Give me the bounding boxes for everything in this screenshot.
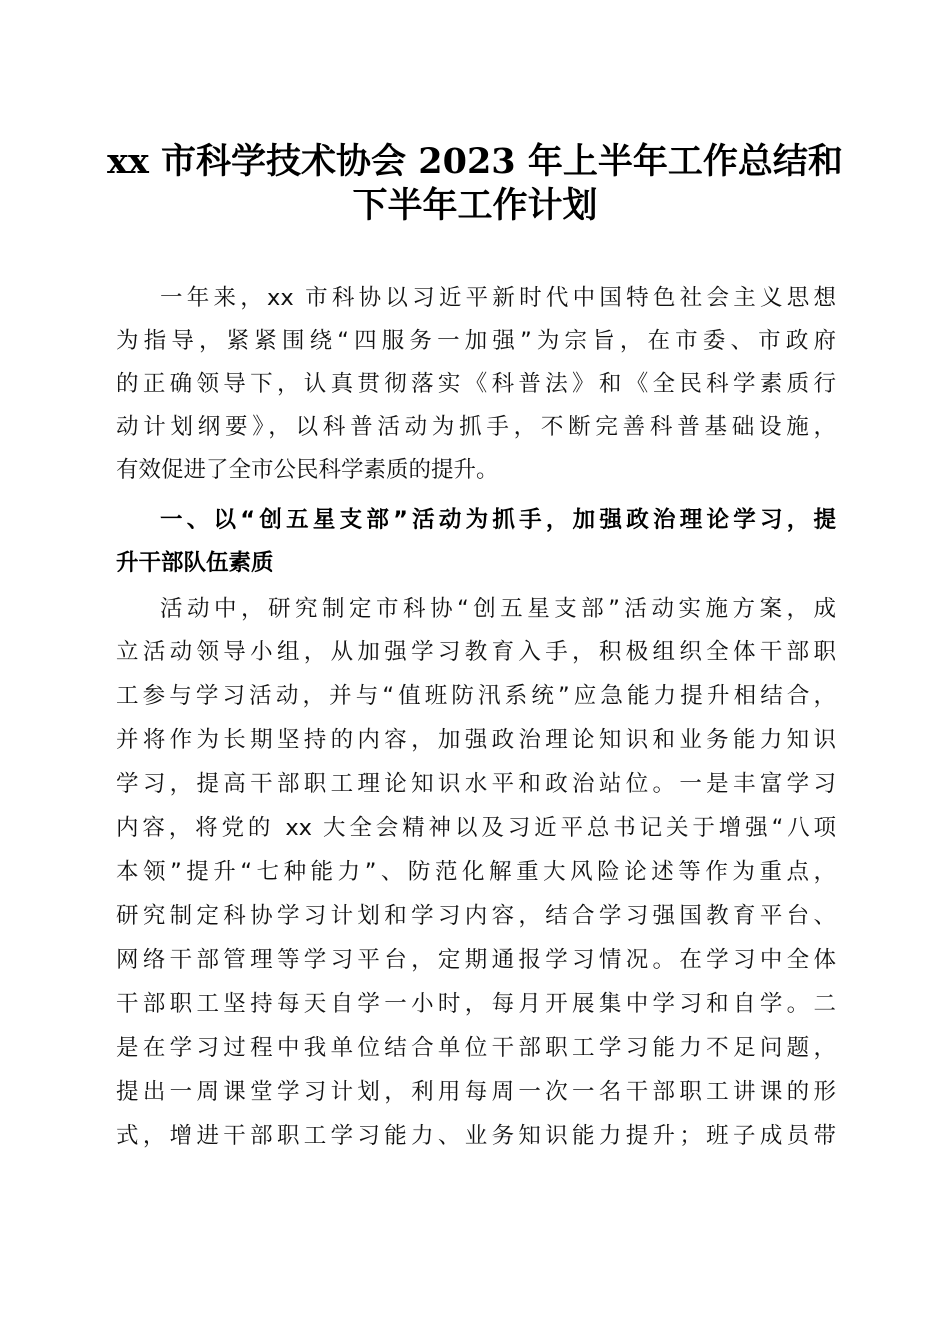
paragraph-line: 动计划纲要》，以科普活动为抓手，不断完善科普基础设施， bbox=[116, 414, 836, 440]
paragraph-line: 干部职工坚持每天自学一小时，每月开展集中学习和自学。二 bbox=[116, 991, 836, 1017]
paragraph-line: 网络干部管理等学习平台，定期通报学习情况。在学习中全体 bbox=[116, 947, 836, 973]
paragraph-line: 并将作为长期坚持的内容，加强政治理论知识和业务能力知识 bbox=[116, 727, 836, 753]
paragraph-line: 一年来，xx 市科协以习近平新时代中国特色社会主义思想 bbox=[160, 285, 836, 311]
paragraph-line: 工参与学习活动，并与“值班防汛系统”应急能力提升相结合， bbox=[116, 683, 836, 709]
paragraph-line: 为指导，紧紧围绕“四服务一加强”为宗旨，在市委、市政府 bbox=[116, 328, 836, 354]
heading-line: 升干部队伍素质 bbox=[116, 550, 274, 576]
title-line-1: xx 市科学技术协会 2023 年上半年工作总结和 bbox=[107, 141, 843, 182]
paragraph-line: 本领”提升“七种能力”、防范化解重大风险论述等作为重点， bbox=[116, 859, 836, 885]
paragraph-line: 研究制定科协学习计划和学习内容，结合学习强国教育平台、 bbox=[116, 903, 836, 929]
heading-line: 一、以“创五星支部”活动为抓手，加强政治理论学习，提 bbox=[160, 507, 836, 533]
title-line-2: 下半年工作计划 bbox=[352, 185, 598, 226]
paragraph-line: 的正确领导下，认真贯彻落实《科普法》和《全民科学素质行 bbox=[116, 371, 836, 397]
paragraph-line: 学习，提高干部职工理论知识水平和政治站位。一是丰富学习 bbox=[116, 771, 836, 797]
paragraph-line: 活动中，研究制定市科协“创五星支部”活动实施方案，成 bbox=[160, 596, 836, 622]
paragraph-line: 有效促进了全市公民科学素质的提升。 bbox=[116, 457, 499, 483]
paragraph-line: 内容，将党的 xx 大全会精神以及习近平总书记关于增强“八项 bbox=[116, 815, 836, 841]
paragraph-line: 式，增进干部职工学习能力、业务知识能力提升；班子成员带 bbox=[116, 1123, 836, 1149]
paragraph-line: 立活动领导小组，从加强学习教育入手，积极组织全体干部职 bbox=[116, 639, 836, 665]
paragraph-line: 是在学习过程中我单位结合单位干部职工学习能力不足问题， bbox=[116, 1035, 836, 1061]
paragraph-line: 提出一周课堂学习计划，利用每周一次一名干部职工讲课的形 bbox=[116, 1079, 836, 1105]
